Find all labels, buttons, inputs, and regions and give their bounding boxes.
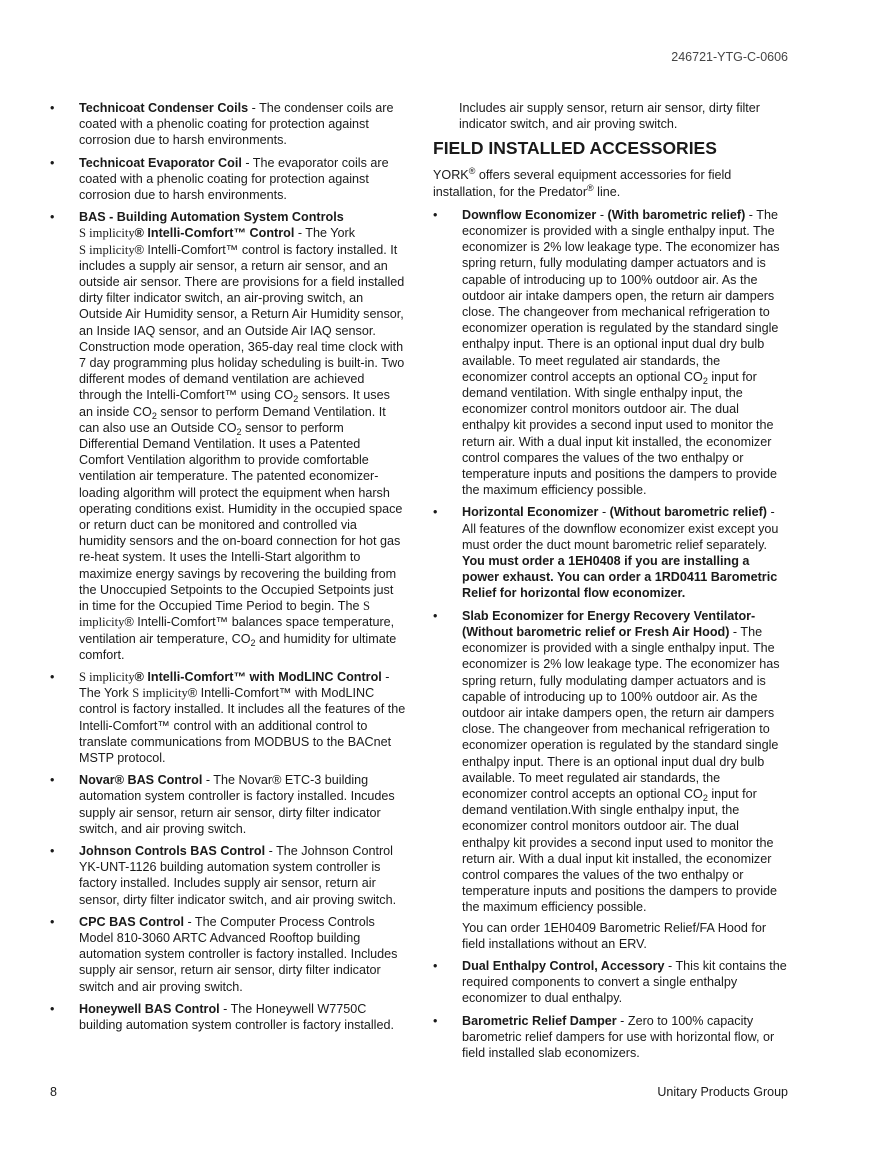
item-text: - Zero to 100% capacity barometric relief dampers for use with horizontal flow, or field installed slab economizers. (462, 1013, 775, 1060)
list-item-cpc-bas (50, 914, 406, 995)
item-text: ® Intelli-Comfort™ with ModLINC control is factory installed. It includes all the features of the Intelli-Comfort™ control with an additional control to translate communications from MODBUS to the BACnet MSTP protocol. (79, 686, 406, 765)
simplicity-brand: S implicity (79, 226, 135, 241)
intro-text: offers several equipment accessories for field installation, for the Predator (433, 168, 732, 199)
item-title: BAS - Building Automation System Controls (79, 210, 344, 225)
list-item-barometric-relief (433, 1013, 787, 1062)
bullet: • (433, 505, 438, 520)
item-paragraph: You can order 1EH0409 Barometric Relief/FA Hood for field installations without an ERV. (462, 920, 767, 951)
bullet: • (50, 773, 55, 788)
item-text: - The evaporator coils are coated with a phenolic coating for protection against corrosion due to harsh environments. (79, 155, 389, 203)
item-subtitle: ® Intelli-Comfort™ Control (134, 226, 295, 241)
subscript: 2 (151, 410, 157, 421)
item-subtitle: (Without barometric relief) (609, 505, 767, 520)
item-text: sensor to perform Differential Demand Ventilation. It uses a Patented Comfort Ventilation algorithm to provide comfortable ventilation air temperature. The patented economizer-loading algorithm will protect the equipment when harsh operating conditions exist. Humidity in the occupied space or return duct can be monitored and controlled via humidity sensors and the on-board connection for hot gas re-heat system. It uses the Intelli-Start algorithm to maximize energy savings by recovering the building from the Unoccupied Setpoints to the Occupied Setpoints just in time for the Occupied Time Period to begin. The (79, 420, 403, 614)
intro-text: YORK (433, 168, 469, 183)
bullet: • (433, 1013, 438, 1028)
left-column (50, 100, 406, 1039)
item-text: - All features of the downflow economizer exist except you must order the duct mount barometric relief separately. (462, 505, 779, 552)
bullet: • (50, 155, 55, 170)
item-text: and humidity for ultimate comfort. (79, 631, 397, 662)
item-text: ® Intelli-Comfort™ control is factory installed. It includes a supply air sensor, a return air sensor, and an outside air sensor. There are provisions for a field installed dirty filter indicator switch, an air-proving switch, an Outside Air Humidity sensor, a Return Air Humidity sensor, an Inside IAQ sensor, and an Outside Air IAQ sensor. Construction mode operation, 365-day real time clock with 7 day programming plus holiday scheduling is built-in. Two different modes of demand ventilation are achieved through the Intelli-Comfort™ using CO (79, 242, 405, 403)
item-text: - This kit contains the required components to convert a single enthalpy economizer to dual enthalpy. (462, 958, 787, 1006)
list-item-horizontal-economizer (433, 504, 787, 601)
subscript: 2 (293, 394, 299, 405)
item-text: input for demand ventilation.With single enthalpy input, the economizer control monitors outdoor air. The dual enthalpy kit provides a second input used to monitor the return air. With a dual input kit installed, the economizer control compares the values of the two enthalpy or temperature inputs and positions the dampers to provide the maximum efficiency possible. (462, 786, 778, 915)
list-item-technicoat-evaporator (50, 155, 406, 204)
item-text: - The Honeywell W7750C building automation system controller is factory installed. (79, 1001, 394, 1032)
item-title: Dual Enthalpy Control, Accessory (462, 958, 665, 973)
intro-text: line. (593, 184, 621, 199)
item-text: - The Computer Process Controls Model 810-3060 ARTC Advanced Rooftop building automation system controller is factory installed. Includes supply air sensor, return air sensor, dirty filter indicator switch and air proving switch. (79, 914, 398, 994)
simplicity-brand: S implicity (79, 669, 135, 684)
simplicity-brand: S implicity (79, 242, 135, 257)
page-number: 8 (50, 1085, 57, 1099)
bullet: • (50, 914, 55, 929)
item-text: - The York (294, 226, 356, 241)
item-text: - The York (79, 669, 390, 701)
item-text: input for demand ventilation. With single enthalpy input, the economizer control monitors outdoor air. The dual enthalpy kit provides a second input used to monitor the return air. With a dual input kit installed, the economizer control compares the values of the two enthalpy or temperature inputs and positions the dampers to provide the maximum efficiency possible. (462, 369, 778, 498)
list-item-johnson-bas (50, 843, 406, 908)
item-text: - (598, 505, 610, 520)
simplicity-brand: S implicity (79, 599, 370, 630)
item-title: Technicoat Condenser Coils (79, 101, 249, 115)
bullet: • (50, 669, 55, 684)
item-text: sensors. It uses an inside CO (79, 388, 390, 419)
list-item-downflow-economizer (433, 207, 787, 499)
subscript: 2 (702, 792, 708, 803)
item-text: sensor to perform Demand Ventilation. It can also use an Outside CO (79, 404, 386, 435)
item-title: Technicoat Evaporator Coil (79, 155, 242, 170)
bullet: • (50, 101, 55, 115)
bullet: • (433, 608, 438, 623)
item-text: - The Novar® ETC-3 building automation system controller is factory installed. Incudes supply air sensor, return air sensor, dirty filter indicator switch, and air proving switch. (79, 773, 395, 836)
registered-mark: ® (468, 166, 476, 177)
section-heading: FIELD INSTALLED ACCESSORIES (433, 138, 717, 159)
bullet: • (50, 210, 55, 225)
registered-mark: ® (587, 182, 594, 193)
item-title: Barometric Relief Damper (462, 1013, 617, 1028)
item-title: Honeywell BAS Control (79, 1001, 220, 1016)
bullet: • (433, 958, 438, 973)
item-text: - The economizer is provided with a single enthalpy input. The economizer is 2% low leakage type. The economizer has spring return, fully modulating damper actuators and is capable of introducing up to 100% outdoor air. As the outdoor air intake dampers open, the return air dampers close. The changeover from mechanical refrigeration to economizer operation is regulated by the standard single enthalpy input. There is an optional input dual dry bulb available. To meet regulated air standards, the economizer control accepts an optional CO (462, 624, 780, 801)
list-item-novar-bas (50, 772, 406, 837)
list-item-slab-economizer (433, 608, 787, 952)
bullet: • (50, 1001, 55, 1016)
subscript: 2 (250, 637, 256, 648)
list-item-modlinc-control (50, 669, 406, 766)
bullet: • (50, 843, 55, 858)
item-text: ® Intelli-Comfort™ balances space temperature, ventilation air temperature, CO (79, 615, 395, 646)
item-text: - The Johnson Control YK-UNT-1126 building automation system controller is factory installed. Includes supply air sensor, return air sensor, dirty filter indicator switch, and air proving switch. (79, 843, 397, 907)
bullet: • (433, 207, 438, 222)
list-item-technicoat-condenser (50, 100, 406, 149)
subscript: 2 (236, 426, 242, 437)
simplicity-brand: S implicity (132, 686, 188, 701)
item-text: - The condenser coils are coated with a phenolic coating for protection against corrosion due to harsh environments. (79, 101, 394, 148)
subscript: 2 (702, 375, 708, 386)
document-code: 246721-YTG-C-0606 (671, 50, 788, 64)
intro-paragraph (433, 167, 787, 199)
item-title: Johnson Controls BAS Control (79, 843, 266, 858)
list-item-dual-enthalpy (433, 958, 787, 1007)
item-text: - The economizer is provided with a single enthalpy input. The economizer is 2% low leakage type. The economizer has spring return, fully modulating damper actuators and is capable of introducing up to 100% outdoor air. As the outdoor air intake dampers open, the return air dampers close. The changeover from mechanical refrigeration to economizer operation is regulated by the standard single enthalpy input. There is an optional input dual dry bulb available. To meet regulated air standards, the economizer control accepts an optional CO (462, 207, 780, 384)
publisher-footer: Unitary Products Group (657, 1085, 788, 1099)
right-column (433, 100, 787, 1067)
order-note: You must order a 1EH0408 if you are installing a power exhaust. You can order a 1RD0411 Barometric Relief for horizontal flow economizer. (462, 554, 778, 601)
item-title: Slab Economizer for Energy Recovery Ventilator-(Without barometric relief or Fresh Air Hood) (462, 608, 756, 639)
item-subtitle: (With barometric relief) (607, 207, 746, 222)
list-item-honeywell-bas (50, 1001, 406, 1033)
item-text: - (596, 207, 608, 222)
item-title: Downflow Economizer (462, 207, 597, 222)
item-title: ® Intelli-Comfort™ with ModLINC Control (134, 669, 382, 684)
item-title: Novar® BAS Control (79, 773, 203, 788)
continued-text: Includes air supply sensor, return air sensor, dirty filter indicator switch, and air proving switch. (459, 101, 760, 132)
item-title: CPC BAS Control (79, 914, 184, 929)
item-title: Horizontal Economizer (462, 505, 599, 520)
list-item-bas-controls (50, 209, 406, 663)
